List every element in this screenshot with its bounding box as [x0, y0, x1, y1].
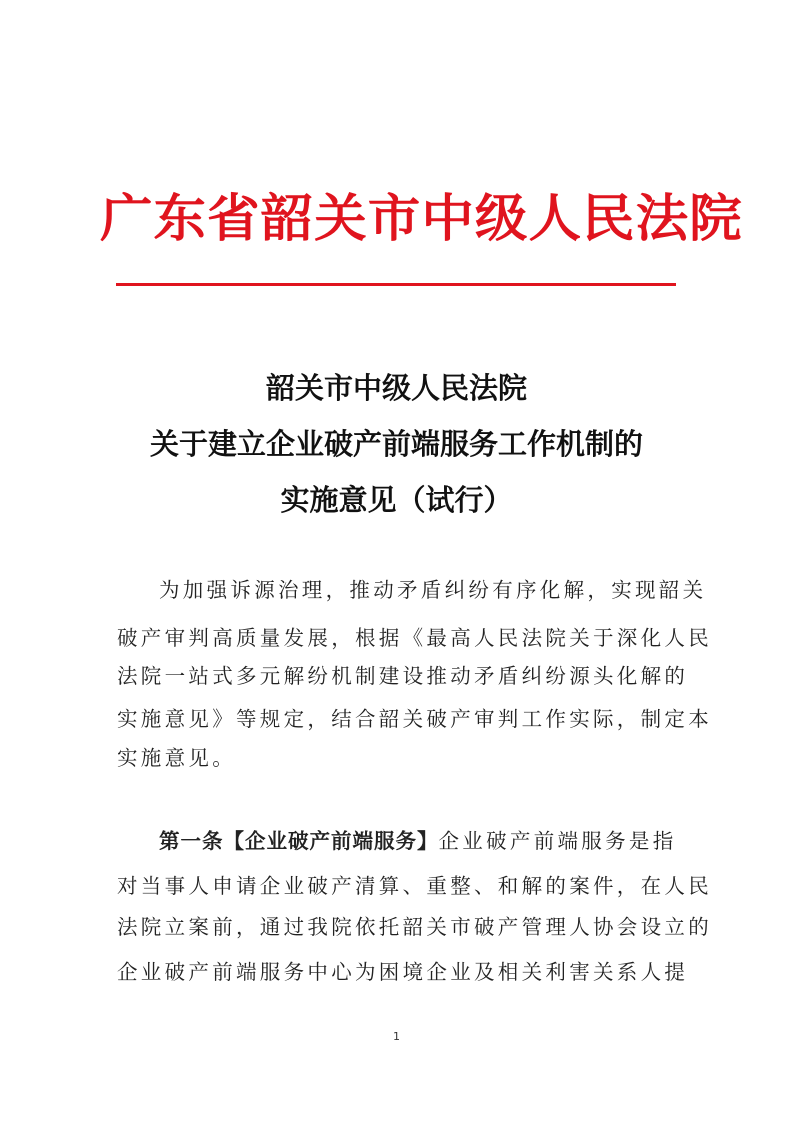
- document-title-line-2: 关于建立企业破产前端服务工作机制的: [149, 427, 643, 461]
- document-title-line-3: 实施意见（试行）: [280, 483, 513, 517]
- article-1-first-line-text: 企业破产前端服务是指: [438, 829, 677, 853]
- preamble-line-3: 法院一站式多元解纷机制建设推动矛盾纠纷源头化解的: [117, 664, 689, 688]
- article-1-line-3: 法院立案前，通过我院依托韶关市破产管理人协会设立的: [117, 915, 712, 939]
- document-title-line-1: 韶关市中级人民法院: [265, 371, 527, 405]
- court-letterhead: 广东省韶关市中级人民法院: [100, 189, 743, 249]
- letterhead-divider: [116, 283, 676, 286]
- article-1-first-line: [159, 826, 677, 856]
- preamble-line-5: 实施意见。: [117, 746, 236, 770]
- preamble-line-1: 为加强诉源治理，推动矛盾纠纷有序化解，实现韶关: [159, 578, 707, 602]
- page-number: 1: [393, 1030, 400, 1043]
- article-1-line-2: 对当事人申请企业破产清算、重整、和解的案件，在人民: [117, 874, 712, 898]
- preamble-line-4: 实施意见》等规定，结合韶关破产审判工作实际，制定本: [117, 707, 712, 731]
- article-1-line-4: 企业破产前端服务中心为困境企业及相关利害关系人提: [117, 960, 689, 984]
- preamble-line-2: 破产审判高质量发展，根据《最高人民法院关于深化人民: [117, 626, 712, 650]
- article-1-heading: 第一条【企业破产前端服务】: [159, 829, 439, 853]
